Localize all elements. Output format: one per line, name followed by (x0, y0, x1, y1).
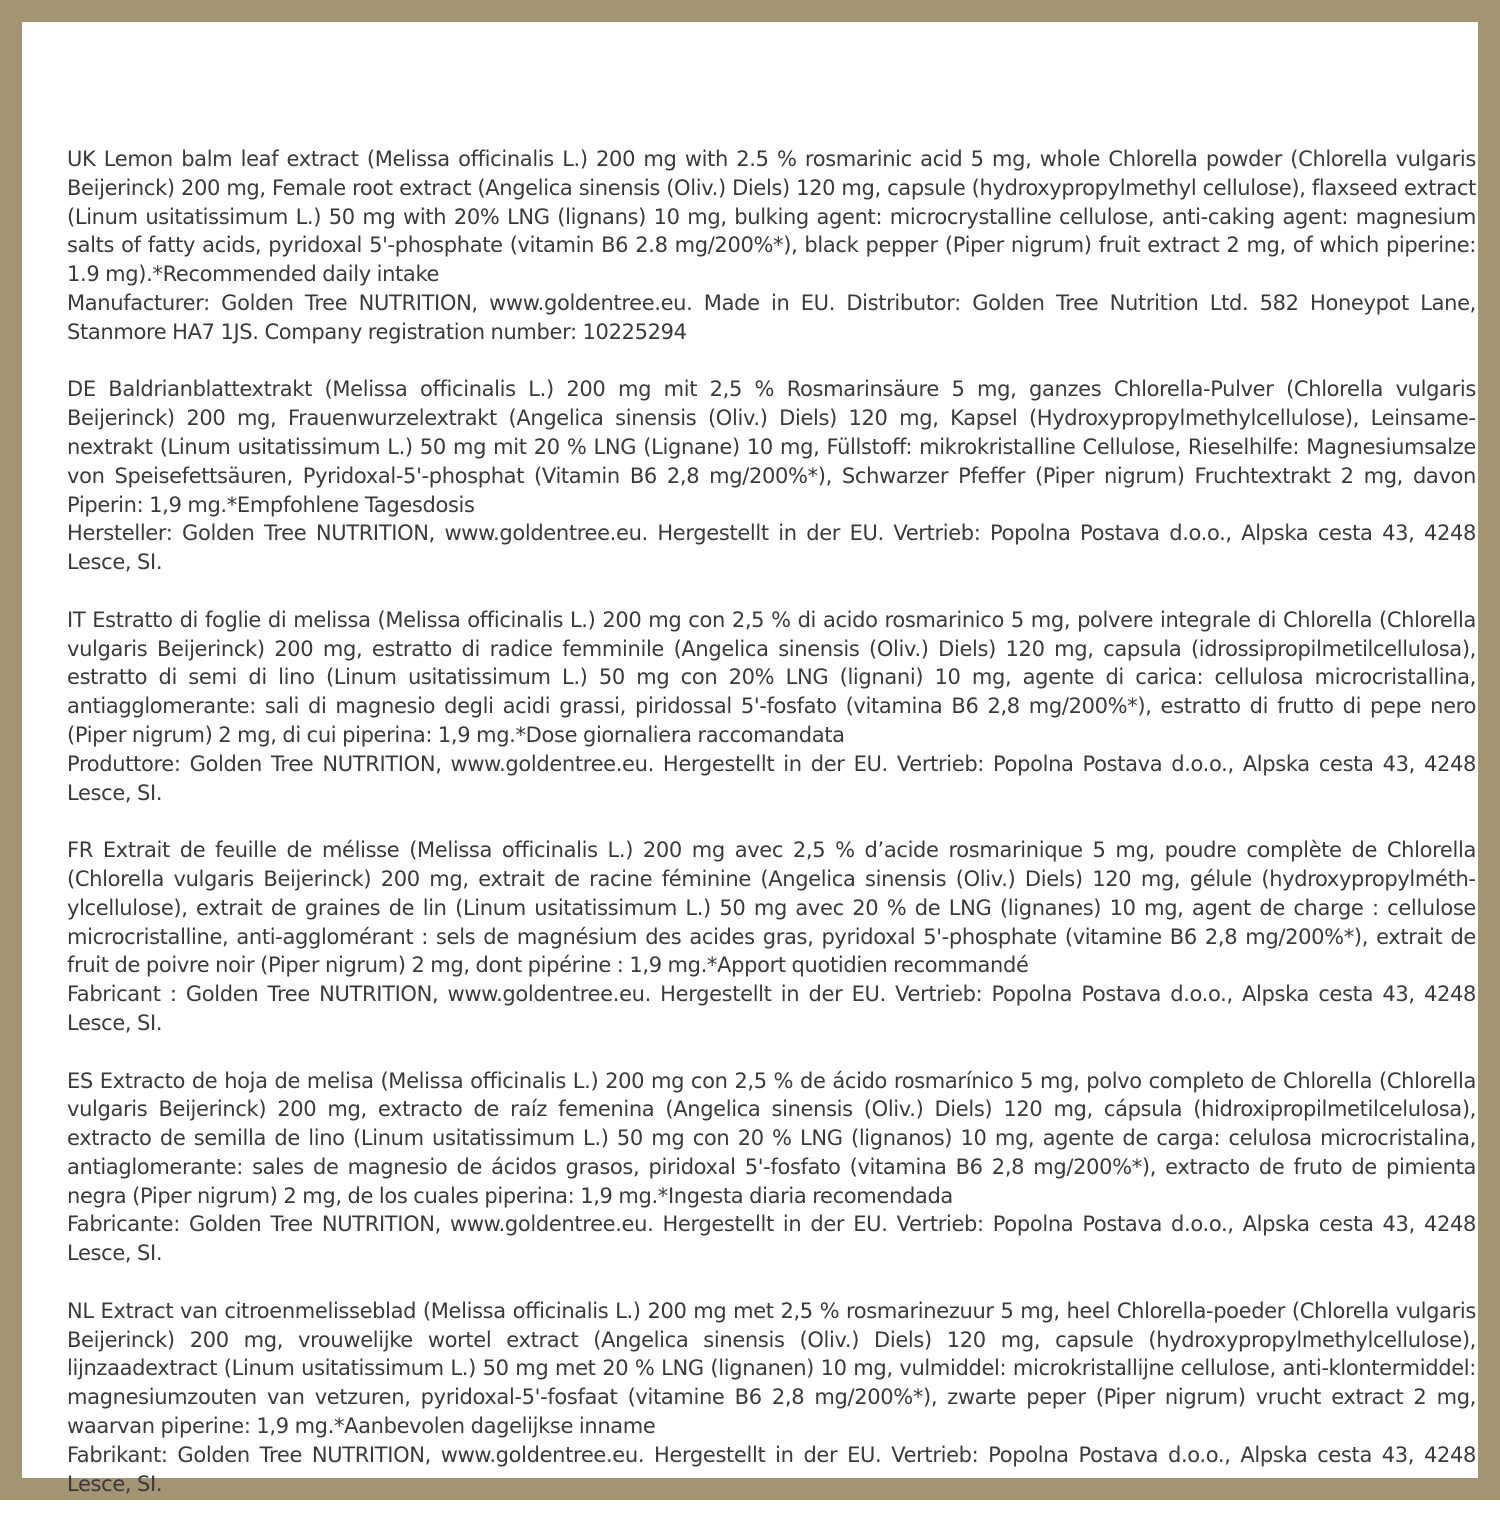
manufacturer-es: Fabricante: Golden Tree NUTRITION, www.goldentree.eu. Hergestellt in der EU. Vertrieb: Popolna Postava d.o.o., Alpska cesta 43, 4248 Lesce, SI. (67, 1212, 1476, 1266)
ingredients-nl: NL Extract van citroenmelisseblad (Melissa officinalis L.) 200 mg met 2,5 % rosmarinezuur 5 mg, heel Chlorella-poeder (Chlorella vulgaris Beijerinck) 200 mg, vrouwelijke wortel extract (Angelica sinensis (Oliv.) Diels) 120 mg, capsule (hydroxypropylmethylcellulose), lijnzaadextract (Linum usitatissimum L.) 50 mg met 20 % LNG (lignanen) 10 mg, vulmiddel: microkristallijne cellulose, anti-klontermiddel: magnesiumzouten van vetzuren, pyridoxal-5'-fosfaat (vitamine B6 2,8 mg/200%*), zwarte peper (Piper nigrum) vrucht extract 2 mg, waarvan piperine: 1,9 mg.*Aanbevolen dagelijkse inname (67, 1298, 1476, 1439)
manufacturer-it: Produttore: Golden Tree NUTRITION, www.goldentree.eu. Hergestellt in der EU. Vertrieb: Popolna Postava d.o.o., Alpska cesta 43, 4248 Lesce, SI. (67, 751, 1476, 805)
manufacturer-fr: Fabricant : Golden Tree NUTRITION, www.goldentree.eu. Hergestellt in der EU. Vertrieb: Popolna Postava d.o.o., Alpska cesta 43, 4248 Lesce, SI. (67, 982, 1476, 1035)
section-uk (67, 145, 1476, 347)
manufacturer-de: Hersteller: Golden Tree NUTRITION, www.goldentree.eu. Hergestellt in der EU. Vertrieb: Popolna Postava d.o.o., Alpska cesta 43, 4248 Lesce, SI. (67, 521, 1476, 575)
manufacturer-nl: Fabrikant: Golden Tree NUTRITION, www.goldentree.eu. Hergestellt in der EU. Vertrieb: Popolna Postava d.o.o., Alpska cesta 43, 4248 Lesce, SI. (67, 1442, 1476, 1496)
ingredients-uk: UK Lemon balm leaf extract (Melissa officinalis L.) 200 mg with 2.5 % rosmarinic acid 5 mg, whole Chlorella powder (Chlorella vulgaris Beijerinck) 200 mg, Female root extract (Angelica sinensis (Oliv.) Diels) 120 mg, capsule (hydroxypropylmethyl cellulose), flaxseed extract (Linum usitatissimum L.) 50 mg with 20% LNG (lignans) 10 mg, bulking agent: microcrystalline cellulose, anti-caking agent: magnesium salts of fatty acids, pyridoxal 5'-phosphate (vitamin B6 2.8 mg/200%*), black pepper (Piper nigrum) fruit extract 2 mg, of which piperine: 1.9 mg).*Recommended daily intake (67, 147, 1476, 287)
section-nl (67, 1297, 1476, 1499)
section-it (67, 606, 1476, 808)
section-fr (67, 836, 1476, 1038)
ingredients-fr: FR Extrait de feuille de mélisse (Melissa officinalis L.) 200 mg avec 2,5 % d’acide rosmarinique 5 mg, poudre complète de Chlorella (Chlorella vulgaris Beijerinck) 200 mg, extrait de racine féminine (Angelica sinensis (Oliv.) Diels) 120 mg, gélule (hydroxypropylméthylcellulose), extrait de graines de lin (Linum usitatissimum L.) 50 mg avec 20 % de LNG (lignanes) 10 mg, agent de charge : cellulose microcristalline, anti-agglomérant : sels de magnésium des acides gras, pyridoxal 5'-phosphate (vitamine B6 2,8 mg/200%*), extrait de fruit de poivre noir (Piper nigrum) 2 mg, dont pipérine : 1,9 mg.*Apport quotidien recommandé (67, 838, 1476, 978)
ingredients-it: IT Estratto di foglie di melissa (Melissa officinalis L.) 200 mg con 2,5 % di acido rosmarinico 5 mg, polvere integrale di Chlorella (Chlorella vulgaris Beijerinck) 200 mg, estratto di radice femminile (Angelica sinensis (Oliv.) Diels) 120 mg, capsula (idrossipropilmetilcellulosa), estratto di semi di lino (Linum usitatissimum L.) 50 mg con 20% LNG (lignani) 10 mg, agente di carica: cellulosa microcristallina, antiagglomerante: sali di magnesio degli acidi grassi, piridossal 5'-fosfato (vitamina B6 2,8 mg/200%*), estratto di frutto di pepe nero (Piper nigrum) 2 mg, di cui piperina: 1,9 mg.*Dose giornaliera raccomandata (67, 607, 1476, 747)
ingredients-de: DE Baldrianblattextrakt (Melissa officinalis L.) 200 mg mit 2,5 % Rosmarinsäure 5 mg, ganzes Chlorella-Pulver (Chlorella vulgaris Beijerinck) 200 mg, Frauenwurzelextrakt (Angelica sinensis (Oliv.) Diels) 120 mg, Kapsel (Hydroxypropylmethylcellulose), Leinsamenextrakt (Linum usitatissimum L.) 50 mg mit 20 % LNG (Lignane) 10 mg, Füllstoff: mikrokristalline Cellulose, Rieselhilfe: Magnesiumsalze von Speisefettsäuren, Pyridoxal-5'-phosphat (Vitamin B6 2,8 mg/200%*), Schwarzer Pfeffer (Piper nigrum) Fruchtextrakt 2 mg, davon Piperin: 1,9 mg.*Empfohlene Tagesdosis (67, 377, 1476, 517)
section-de (67, 375, 1476, 577)
manufacturer-uk: Manufacturer: Golden Tree NUTRITION, www.goldentree.eu. Made in EU. Distributor: Golden Tree Nutrition Ltd. 582 Honeypot Lane, Stanmore HA7 1JS. Company registration number: 10225294 (67, 290, 1476, 344)
section-es (67, 1067, 1476, 1269)
ingredients-es: ES Extracto de hoja de melisa (Melissa officinalis L.) 200 mg con 2,5 % de ácido rosmarínico 5 mg, polvo completo de Chlorella (Chlorella vulgaris Beijerinck) 200 mg, extracto de raíz femenina (Angelica sinensis (Oliv.) Diels) 120 mg, cápsula (hidroxipropilmetilcelulosa), extracto de semilla de lino (Linum usitatissimum L.) 50 mg con 20 % LNG (lignanos) 10 mg, agente de carga: celulosa microcristalina, antiaglomerante: sales de magnesio de ácidos grasos, piridoxal 5'-fosfato (vitamina B6 2,8 mg/200%*), extracto de fruto de pimienta negra (Piper nigrum) 2 mg, de los cuales piperina: 1,9 mg.*Ingesta diaria recomendada (67, 1068, 1476, 1208)
label-text-area (67, 145, 1476, 1527)
